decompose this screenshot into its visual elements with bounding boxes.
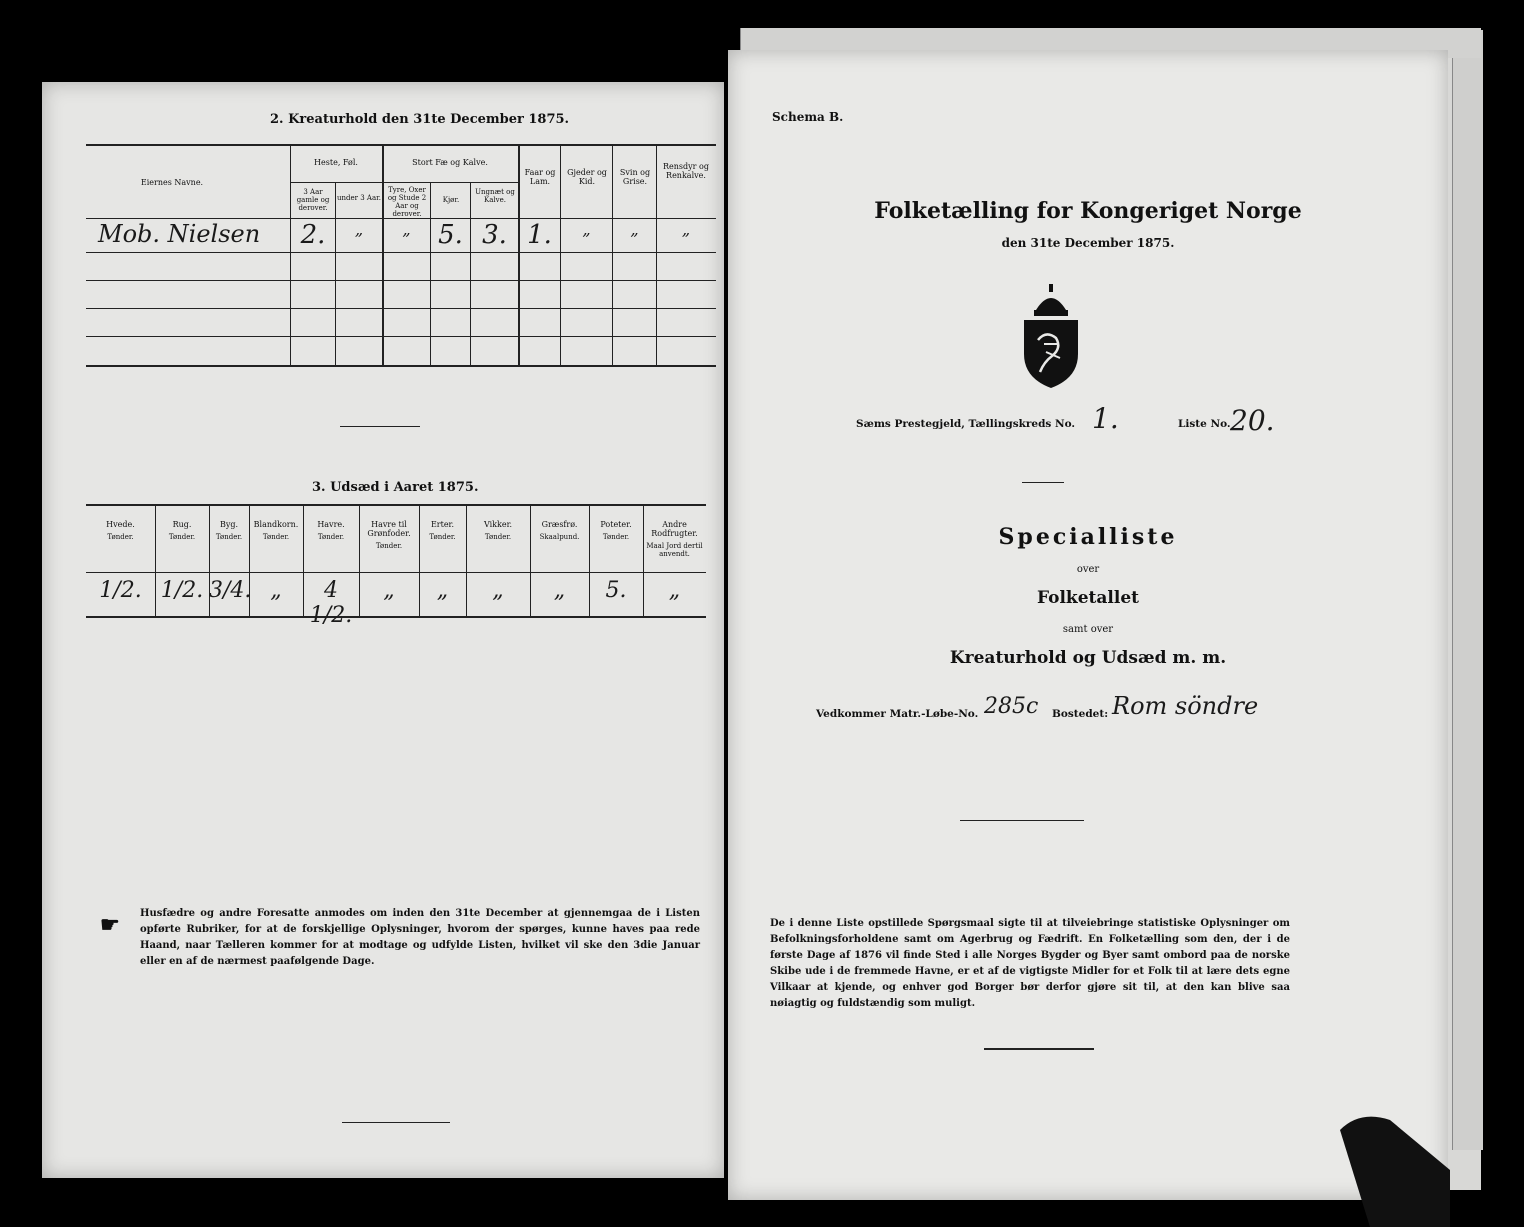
value-heste-over3: 2. [300, 220, 326, 250]
udsaed-value: „ [492, 578, 504, 603]
udsaed-value: 4 1/2. [309, 578, 353, 628]
col-divider [382, 144, 384, 365]
udsaed-col-unit: Tønder. [215, 533, 243, 541]
udsaed-col-header [361, 520, 417, 550]
udsaed-value: „ [270, 578, 282, 603]
over-text: over [1076, 564, 1100, 575]
udsaed-col-name: Havre. [317, 520, 345, 529]
udsaed-value: „ [553, 578, 566, 603]
udsaed-top-rule [86, 504, 706, 506]
table-bottom-rule [86, 365, 716, 367]
udsaed-col-name: Vikker. [483, 520, 513, 529]
udsaed-col-header [591, 520, 641, 541]
kreaturhold-subtitle: Kreaturhold og Udsæd m. m. [949, 648, 1227, 668]
udsaed-col-name: Havre til Grønfoder. [367, 520, 411, 538]
udsaed-title: 3. Udsæd i Aaret 1875. [312, 480, 479, 495]
udsaed-value: „ [668, 578, 681, 603]
liste-label: Liste No. [1178, 418, 1231, 430]
udsaed-col-header [88, 520, 153, 541]
udsaed-col-unit: Maal Jord dertil anvendt. [646, 542, 703, 558]
udsaed-col-unit: Skaalpund. [539, 533, 580, 541]
udsaed-col-unit: Tønder. [317, 533, 345, 541]
col-divider [430, 182, 431, 365]
value-gjeder: „ [582, 220, 591, 239]
col-heste-sub1: 3 Aar gamle og derover. [296, 188, 330, 212]
col-divider [656, 144, 657, 365]
col-rensdyr: Rensdyr og Renkalve. [663, 162, 709, 180]
value-svin: „ [630, 220, 639, 239]
udsaed-value: „ [383, 578, 395, 603]
footer-rule [342, 1122, 450, 1123]
main-title: Folketælling for Kongeriget Norge [874, 198, 1302, 224]
footer-rule [984, 1048, 1094, 1050]
col-heste-fol: Heste, Føl. [314, 158, 358, 167]
col-svin: Svin og Grise. [619, 168, 651, 186]
kreds-no: 1. [1092, 402, 1119, 435]
owner-name: Mob. Nielsen [98, 220, 261, 248]
udsaed-bottom-rule [86, 616, 706, 618]
clip-shadow [1330, 1110, 1450, 1227]
value-heste-under3: „ [354, 220, 364, 239]
table-row-rule [86, 280, 716, 281]
info-paragraph: De i denne Liste opstillede Spørgsmaal sigte til at tilveiebringe statistiske Oplysninger om Befolkningsforholdene samt om Agerbrug og Fædrift. En Folketælling som den, der i de første Dage af 1876 vil finde Sted i alle Norges Bygder og Byer samt ombord paa de norske Skibe ude i de fremmede Havne, er et af de vigtigste Midler for et Folk til at lære dets egne Vilkaar at kjende, og enhver god Borger bør derfor gjøre sit til, at den kan blive saa nøiagtig og fuldstændig som muligt. [770, 918, 1290, 1009]
col-fae-sub3: Ungnæt og Kalve. [475, 188, 515, 204]
pointing-hand-icon: ☛ [100, 912, 120, 938]
col-divider [560, 144, 561, 365]
page-stack-edge [1452, 30, 1483, 1150]
col-divider [612, 144, 613, 365]
udsaed-col-header [532, 520, 587, 541]
udsaed-col-name: Hvede. [106, 520, 135, 529]
udsaed-col-header [645, 520, 704, 558]
col-fae-sub1: Tyre, Oxer og Stude 2 Aar og derover. [387, 186, 427, 218]
udsaed-col-unit: Tønder. [375, 542, 403, 550]
udsaed-col-header [468, 520, 528, 541]
value-tyre: „ [402, 220, 411, 239]
specialliste-title: Specialliste [998, 524, 1178, 550]
notice-text: Husfædre og andre Foresatte anmodes om inden den 31te December at gjennemgaa de i Listen opførte Rubriker, for at de forskjellige Oplysninger, hvorom der spørges, kunne haves paa rede Haand, naar Tælleren kommer for at modtage og udfylde Listen, hvilket vil ske den 3die Januar eller en af de nærmest paafølgende Dage. [140, 908, 700, 967]
prestegjeld-label: Sæms Prestegjeld, Tællingskreds No. [856, 418, 1076, 430]
left-page [42, 82, 724, 1178]
col-gjeder: Gjeder og Kid. [567, 168, 607, 186]
value-ungnaet: 3. [482, 220, 507, 250]
table-top-rule [86, 144, 716, 146]
table-row-rule [86, 252, 716, 253]
udsaed-col-unit: Tønder. [168, 533, 196, 541]
col-divider [335, 182, 336, 365]
right-page [728, 50, 1448, 1200]
bostedet-value: Rom söndre [1112, 692, 1259, 720]
udsaed-col-name: Andre Rodfrugter. [651, 520, 698, 538]
udsaed-col-name: Byg. [219, 520, 239, 529]
udsaed-value: 3/4. [209, 578, 252, 603]
main-subtitle: den 31te December 1875. [1001, 236, 1175, 250]
udsaed-value: 1/2. [160, 578, 204, 603]
value-rensdyr: „ [681, 220, 691, 239]
udsaed-col-header [421, 520, 464, 541]
col-fae-sub2: Kjør. [442, 196, 460, 204]
udsaed-col-name: Græsfrø. [541, 520, 578, 529]
col-stort-fae: Stort Fæ og Kalve. [412, 158, 488, 167]
divider-short [1022, 482, 1064, 483]
schema-label: Schema B. [772, 110, 844, 124]
udsaed-col-name: Erter. [430, 520, 455, 529]
liste-no: 20. [1230, 404, 1275, 437]
folketallet-title: Folketallet [1037, 588, 1139, 608]
coat-of-arms-icon [1016, 282, 1086, 390]
udsaed-col-unit: Tønder. [107, 533, 134, 541]
udsaed-col-name: Blandkorn. [253, 520, 299, 529]
subheader-rule [290, 182, 518, 183]
udsaed-col-header [305, 520, 357, 541]
col-divider [470, 182, 471, 365]
kreaturhold-title: 2. Kreaturhold den 31te December 1875. [270, 112, 570, 127]
udsaed-col-unit: Tønder. [262, 533, 290, 541]
divider-rule [960, 820, 1084, 821]
value-kjor: 5. [438, 220, 463, 250]
udsaed-value: „ [436, 578, 449, 603]
samt-over-text: samt over [1062, 624, 1114, 635]
value-faar: 1. [527, 220, 552, 250]
col-faar: Faar og Lam. [524, 168, 556, 186]
udsaed-col-unit: Tønder. [484, 533, 512, 541]
udsaed-value: 5. [605, 578, 627, 603]
udsaed-col-header [251, 520, 301, 541]
col-eiernes-navne: Eiernes Navne. [140, 178, 204, 187]
udsaed-col-header [157, 520, 207, 541]
udsaed-col-name: Rug. [172, 520, 192, 529]
table-header-rule [86, 218, 716, 219]
col-divider [290, 144, 291, 365]
col-heste-sub2: under 3 Aar. [337, 194, 381, 202]
divider-short [340, 426, 420, 427]
table-row-rule [86, 336, 716, 337]
udsaed-col-unit: Tønder. [429, 533, 456, 541]
table-row-rule [86, 308, 716, 309]
udsaed-col-header [211, 520, 247, 541]
bostedet-label: Bostedet: [1052, 708, 1109, 720]
matr-no: 285c [984, 694, 1039, 719]
udsaed-col-unit: Tønder. [602, 533, 630, 541]
matr-label: Vedkommer Matr.-Løbe-No. [816, 708, 979, 720]
udsaed-header-rule [86, 572, 706, 573]
udsaed-value: 1/2. [99, 578, 142, 603]
udsaed-col-name: Poteter. [600, 520, 632, 529]
